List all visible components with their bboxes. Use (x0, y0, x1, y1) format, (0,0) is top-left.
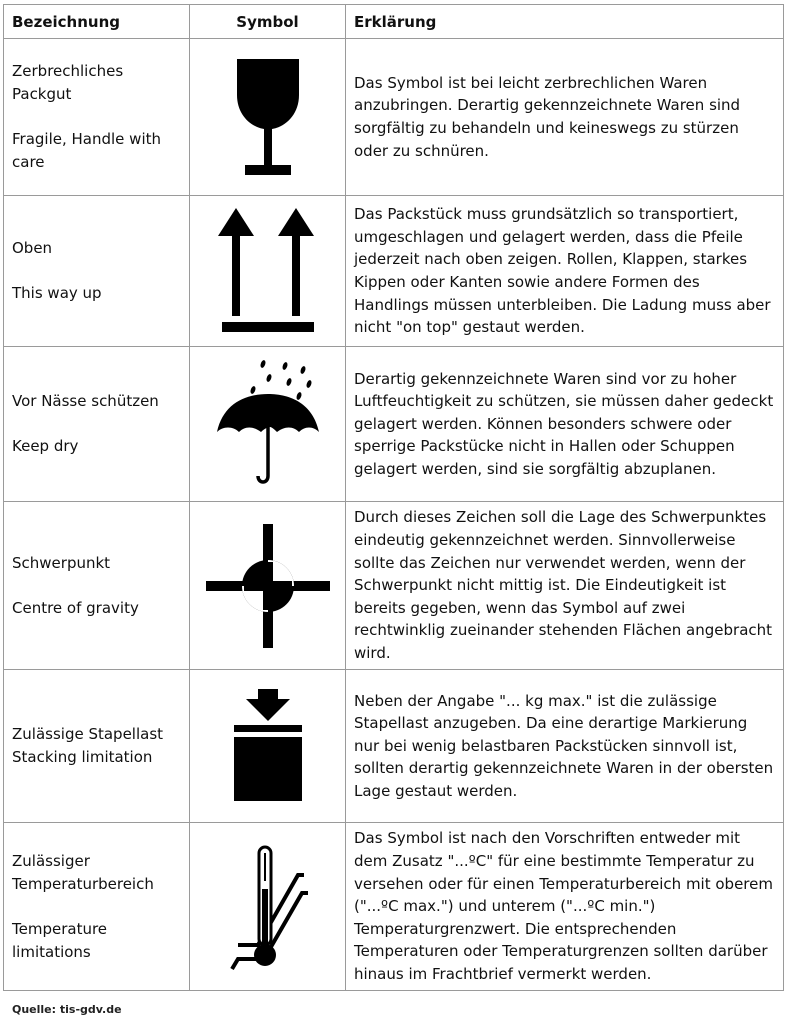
centre-of-gravity-icon (204, 522, 332, 650)
table-row (4, 670, 784, 823)
table-row (4, 347, 784, 502)
name-cell (4, 196, 190, 347)
name-german: Vor Nässe schützen (12, 392, 159, 410)
name-cell (4, 39, 190, 196)
name-english: This way up (12, 284, 102, 302)
name-german: Schwerpunkt (12, 553, 111, 572)
symbol-cell (190, 502, 346, 670)
table-row (4, 39, 784, 196)
name-german: Zulässige Stapellast (12, 725, 164, 743)
name-english: Fragile, Handle with care (12, 130, 162, 171)
explanation-cell: Neben der Angabe "... kg max." ist die zulässige Stapellast anzugeben. Da eine derartige Markierung nur bei wenig belastbaren Packstücken sinnvoll ist, sollten derartig gekennzeichnete Waren in der obersten Lage gestaut werden. (346, 670, 784, 823)
name-english: Stacking limitation (12, 748, 153, 766)
this-way-up-arrows-icon (218, 208, 318, 334)
header-symbol: Symbol (190, 5, 346, 39)
name-cell (4, 823, 190, 991)
thermometer-limits-icon (228, 841, 308, 973)
umbrella-rain-icon (213, 360, 323, 488)
table-row (4, 196, 784, 347)
name-german: Oben (12, 239, 53, 257)
symbol-cell (190, 39, 346, 196)
explanation-cell: Durch dieses Zeichen soll die Lage des Schwerpunktes eindeutig gekennzeichnet werden. Sinnvollerweise sollte das Zeichen nur verwendet werden, wenn der Schwerpunkt nicht mittig ist. Die Eindeutigkeit ist bereits gegeben, wenn das Symbol auf zwei rechtwinklig zueinander stehenden Flächen angebracht wird. (346, 502, 784, 670)
name-cell (4, 502, 190, 670)
explanation-cell: Das Packstück muss grundsätzlich so transportiert, umgeschlagen und gelagert werden, dass die Pfeile jederzeit nach oben zeigen. Rollen, Klappen, starkes Kippen oder Kanten sowie andere Formen des Handlings müssen unterbleiben. Die Ladung muss aber nicht "on top" gestaut werden. (346, 196, 784, 347)
name-german: Zerbrechliches Packgut (12, 62, 124, 103)
name-cell (4, 347, 190, 502)
table-row (4, 823, 784, 991)
stacking-limitation-icon (228, 689, 308, 803)
source-caption: Quelle: tis-gdv.de (12, 1003, 122, 1016)
header-name: Bezeichnung (4, 5, 190, 39)
name-english: Temperature limitations (12, 919, 108, 961)
explanation-cell: Das Symbol ist bei leicht zerbrechlichen Waren anzubringen. Derartig gekennzeichnete Waren sind sorgfältig zu behandeln und keineswegs zu stürzen oder zu schnüren. (346, 39, 784, 196)
header-explanation: Erklärung (346, 5, 784, 39)
symbol-cell (190, 347, 346, 502)
name-english: Keep dry (12, 437, 79, 455)
symbol-cell (190, 196, 346, 347)
table-header-row (4, 5, 784, 39)
packaging-symbols-table (3, 4, 784, 991)
name-english: Centre of gravity (12, 598, 139, 617)
symbol-cell (190, 670, 346, 823)
symbol-cell (190, 823, 346, 991)
explanation-cell: Derartig gekennzeichnete Waren sind vor zu hoher Luftfeuchtigkeit zu schützen, sie müssen daher gedeckt gelagert werden. Können besonders schwere oder sperrige Packstücke nicht in Hallen oder Schuppen gelagert werden, sind sie sorgfältig abzuplanen. (346, 347, 784, 502)
explanation-cell: Das Symbol ist nach den Vorschriften entweder mit dem Zusatz "...ºC" für eine bestimmte Temperatur zu versehen oder für einen Temperaturbereich mit oberem ("...ºC max.") und unterem ("...ºC min.") Temperaturgrenzwert. Die entsprechenden Temperaturen oder Temperaturgrenzen sollten darüber hinaus im Frachtbrief vermerkt werden. (346, 823, 784, 991)
table-row (4, 502, 784, 670)
name-cell (4, 670, 190, 823)
fragile-glass-icon (233, 57, 303, 177)
name-german: Zulässiger Temperaturbereich (12, 851, 154, 893)
